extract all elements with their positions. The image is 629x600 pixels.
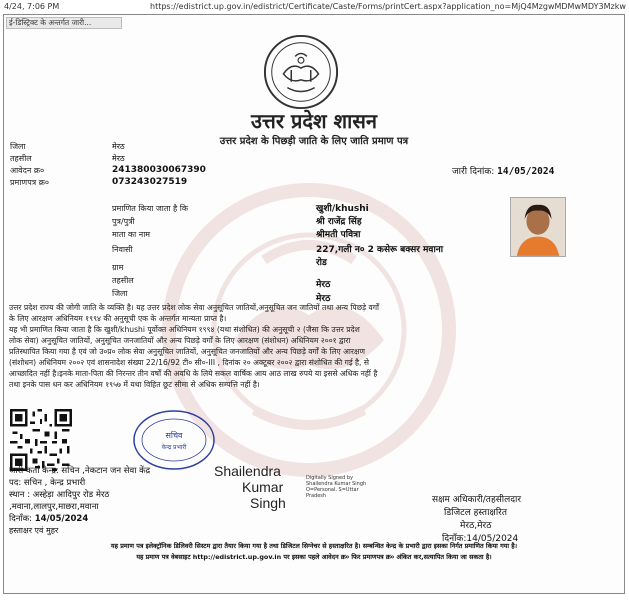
person-tehsil-label: तहसील (112, 276, 134, 285)
certificate-text-line-4: लोक सेवा) अनुसूचित जातियों, अनुसूचित जनजातियों और अन्य पिछड़े वर्गों के लिए आरक्षण (संशोधन) अधिनियम २००१ द्वारा (9, 336, 351, 345)
mother-name: श्रीमती पवित्रा (316, 230, 361, 240)
seal-ring-text: केन्द्र प्रभारी (161, 444, 187, 451)
issue-date-label: जारी दिनांक: (452, 167, 495, 177)
tehsil-value: मेरठ (112, 154, 125, 163)
issuing-center-value: सचिन ,नेकटान जन सेवा केंद्र (61, 466, 151, 476)
person-district-label: जिला (112, 289, 128, 298)
applicant-photo (510, 197, 566, 257)
certificate-number-value: 073243027519 (112, 177, 188, 187)
district-value: मेरठ (112, 142, 125, 151)
person-tehsil-value: मेरठ (316, 280, 331, 290)
issuer-post-value: सचिन , केन्द्र प्रभारी (23, 478, 86, 488)
father-name: श्री राजेंद्र सिंह (316, 217, 362, 227)
person-district-value: मेरठ (316, 294, 331, 304)
issuer-place (9, 489, 109, 500)
certificate-number-label: प्रमाणपत्र क्र० (10, 178, 49, 187)
application-number-value: 241380030067390 (112, 165, 206, 175)
edistrict-header-strip: ई-डिस्ट्रिक्ट के अन्तर्गत जारी... (6, 17, 122, 29)
tehsil-label: तहसील (10, 154, 32, 163)
center-seal-icon (132, 409, 216, 471)
footer-note-line-1: यह प्रमाण पत्र इलेक्ट्रॉनिक डिलिवरी सिस्टम द्वारा तैयार किया गया है तथा डिजिटल सिग्नेचर से हस्ताक्षरित है। सम्बन्धित केन्द्र के प्रभारी द्वारा इसका निर्गत प्रमाणित किया गया है। (110, 542, 518, 550)
application-number-label: आवेदन क्र० (10, 166, 45, 175)
up-government-emblem-icon (262, 33, 340, 111)
certificate-text-line-5: प्रतिस्थापित किया गया है एवं जो उ०प्र० लोक सेवा अनुसूचित जातियों, अनुसूचित जनजातियों और अन्य पिछड़े वर्गों के लिए आरक्षण (9, 347, 365, 356)
certificate-document (3, 14, 625, 594)
seal-center-text: सचिव (165, 431, 183, 440)
browser-url[interactable]: https://edistrict.up.gov.in/edistrict/Certificate/Caste/Forms/printCert.aspx?application_no=MjQ4MzgwMDMwMDY3Mzkw (150, 2, 626, 11)
issuer-place-line-2: ,मवाना,लालपुर,माछरा,मवाना (9, 502, 99, 512)
address-line-2: रोड (316, 258, 327, 268)
digital-signature-name-line-3: Singh (250, 495, 286, 511)
certificate-text-line-1: उत्तर प्रदेश राज्य की जोगी जाति के व्यक्ति है। यह उत्तर प्रदेश लोक सेवा अनुसूचित जातियों,अनुसूचित जन जातियों तथा अन्य पिछड़े वर्गों (9, 303, 379, 312)
village-label: ग्राम (112, 263, 124, 272)
resident-label: निवासी (112, 245, 133, 254)
digital-signature-name-line-1: Shailendra (214, 463, 281, 479)
relation-label: पुत्र/पुत्री (112, 217, 135, 226)
issuer-post-label: पद: (9, 478, 22, 488)
intro-label: प्रमाणित किया जाता है कि (112, 204, 189, 213)
issue-date-value: 14/05/2024 (497, 166, 555, 177)
browser-timestamp: 4/24, 7:06 PM (4, 2, 60, 11)
certificate-text-line-6: (संशोधन) अधिनियम २००२ एवं शासनादेश संख्या 22/16/92 टी० सी०-III , दिनांक २० अक्टूबर २००२ द्वारा संशोधित की गई है, से (9, 358, 370, 367)
digital-signature-meta: Digitally Signed by Shailendra Kumar Singh O=Personal, S=Uttar Pradesh (306, 475, 367, 499)
issuer-date (9, 513, 88, 524)
issuing-center (9, 465, 150, 476)
issuer-place-label: स्थान : (9, 490, 31, 500)
issuer-date-label: दिनाँक: (9, 514, 33, 524)
digital-signature-name-line-2: Kumar (242, 479, 284, 495)
certificate-text-line-8: तथा इनके पास धन कर अधिनियम १९५७ में यथा विहित छूट सीमा से अधिक सम्पत्ति नहीं है। (9, 380, 260, 389)
footer-note-line-2: यह प्रमाण पत्र वेबसाइट http://edistrict.up.gov.in पर इसका पहले आवेदन क्र० फिर प्रमाणपत्र क्र० अंकित कर,सत्यापित किया जा सकता है। (136, 553, 492, 561)
authority-date-label: दिनाँक: (442, 534, 467, 544)
authority-location: मेरठ,मेरठ (460, 521, 492, 531)
certificate-title: उत्तर प्रदेश शासन (251, 109, 377, 133)
issuer-post (9, 477, 85, 488)
authority-designation: सक्षम अधिकारी/तहसीलदार (432, 495, 522, 505)
issuer-date-value: 14/05/2024 (34, 514, 89, 524)
certificate-text-line-2: के लिए आरक्षण अधिनियम १९९४ की अनुसूची एक के अन्तर्गत मान्यता प्राप्त है। (9, 314, 227, 323)
issuing-center-label: जारी कर्ता केन्द्र: (9, 466, 59, 476)
certificate-subtitle: उत्तर प्रदेश के पिछड़ी जाति के लिए जाति प्रमाण पत्र (219, 136, 409, 147)
issue-date (452, 164, 554, 177)
signature-and-seal-label: हस्ताक्षर एवं मुहर (9, 526, 59, 535)
issuer-place-line-1: अस्हेड़ा आदिपुर रोड मेरठ (32, 490, 110, 500)
qr-code-icon (10, 409, 72, 471)
certificate-text-line-7: आच्छादित नहीं है।इनके माता-पिता की निरन्तर तीन वर्षों की अवधि के लिये सकल वार्षिक आय आठ लाख रुपये या इससे अधिक नहीं है (9, 369, 378, 378)
address-line-1: 227,गली न० 2 कसेरू बक्सर मवाना (316, 245, 444, 255)
applicant-name: खुशी/khushi (316, 204, 369, 214)
authority-date-value: 14/05/2024 (466, 534, 519, 544)
certificate-text-line-3: यह भी प्रमाणित किया जाता है कि खुशी/khushi पूर्वोक्त अधिनियम १९९४ (यथा संशोधित) की अनुसूची २ (जैसा कि उत्तर प्रदेश (9, 325, 360, 334)
authority-digital-sign: डिजिटल हस्ताक्षरित (444, 508, 507, 518)
district-label: जिला (10, 142, 26, 151)
mother-label: माता का नाम (112, 230, 151, 239)
